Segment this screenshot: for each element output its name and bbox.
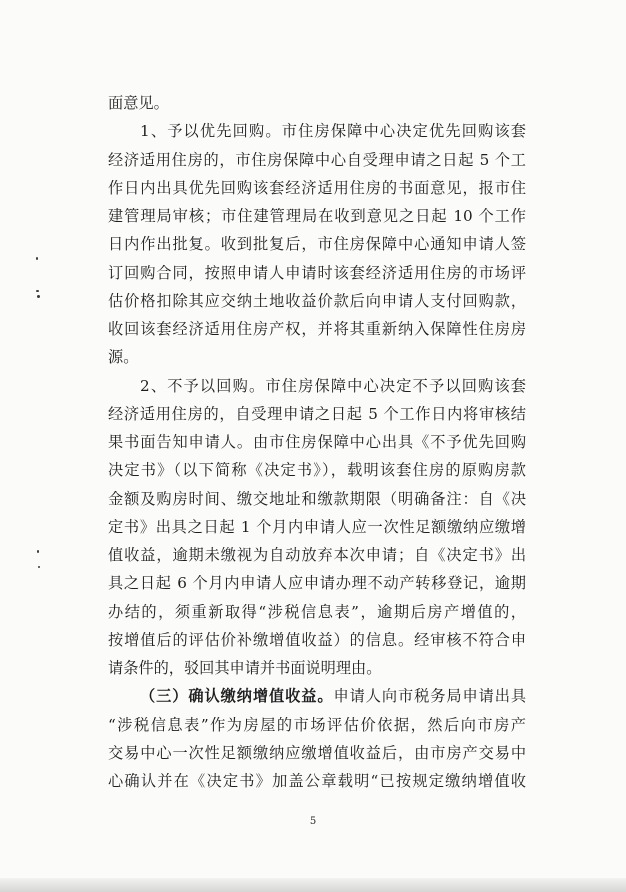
text-line: 作日内出具优先回购该套经济适用住房的书面意见，报市住	[108, 178, 526, 197]
scan-speck	[36, 290, 39, 292]
text-line: 订回购合同，按照申请人申请时该套经济适用住房的市场评	[108, 263, 526, 282]
paragraph-no-buyback	[108, 372, 526, 683]
text-line: 请条件的，驳回其申请并书面说明理由。	[108, 659, 382, 677]
body-text	[108, 89, 526, 795]
text-line: 金额及购房时间、缴交地址和缴款期限（明确备注：自《决	[108, 489, 526, 508]
page-number: 5	[309, 816, 317, 827]
text-line: 定书》出具之日起 1 个月内申请人应一次性足额缴纳应缴增	[108, 517, 526, 536]
text-line: 交易中心一次性足额缴纳应缴增值收益后，由市房产交易中	[108, 743, 526, 762]
text-line: 值收益，逾期未缴视为自动放弃本次申请；自《决定书》出	[108, 546, 526, 564]
text-line: 面意见。	[108, 94, 169, 112]
section-heading: （三）确认缴纳增值收益。	[140, 687, 334, 706]
text-line: 日内作出批复。收到批复后，市住房保障中心通知申请人签	[108, 235, 526, 254]
text-line: 办结的，须重新取得“涉税信息表”，逾期后房产增值的，	[108, 602, 526, 621]
scan-speck	[36, 257, 38, 260]
text-line: 估价格扣除其应交纳土地收益价款后向申请人支付回购款，	[108, 291, 526, 310]
text-run: 申请人向市税务局申请出具	[333, 687, 527, 706]
scan-bottom-edge	[0, 878, 626, 892]
paragraph-priority-buyback	[108, 117, 526, 371]
text-line: 按增值后的评估价补缴增值收益）的信息。经审核不符合申	[108, 630, 526, 649]
text-line: “涉税信息表”作为房屋的市场评估价依据，然后向市房产	[108, 715, 526, 734]
text-line: 2、不予以回购。市住房保障中心决定不予以回购该套	[140, 376, 526, 395]
text-line: 果书面告知申请人。由市住房保障中心出具《不予优先回购	[108, 433, 526, 451]
scan-speck	[37, 295, 40, 298]
text-line: 收回该套经济适用住房产权，并将其重新纳入保障性住房房	[108, 320, 526, 338]
text-line: 心确认并在《决定书》加盖公章载明“已按规定缴纳增值收	[108, 772, 526, 790]
scan-speck	[37, 550, 39, 553]
paragraph-confirm-payment	[108, 682, 526, 795]
text-line	[108, 682, 526, 710]
text-line: 经济适用住房的，市住房保障中心自受理申请之日起 5 个工	[108, 150, 526, 169]
text-line: 经济适用住房的，自受理申请之日起 5 个工作日内将审核结	[108, 404, 526, 423]
text-line: 源。	[108, 348, 139, 367]
text-line: 具之日起 6 个月内申请人应申请办理不动产转移登记，逾期	[108, 574, 526, 593]
text-line: 1、予以优先回购。市住房保障中心决定优先回购该套	[140, 122, 526, 141]
scan-speck	[38, 566, 40, 568]
paragraph-continuation	[108, 89, 526, 117]
text-line: 决定书》（以下简称《决定书》），载明该套住房的原购房款	[108, 461, 526, 480]
text-line: 建管理局审核；市住建管理局在收到意见之日起 10 个工作	[108, 207, 526, 225]
